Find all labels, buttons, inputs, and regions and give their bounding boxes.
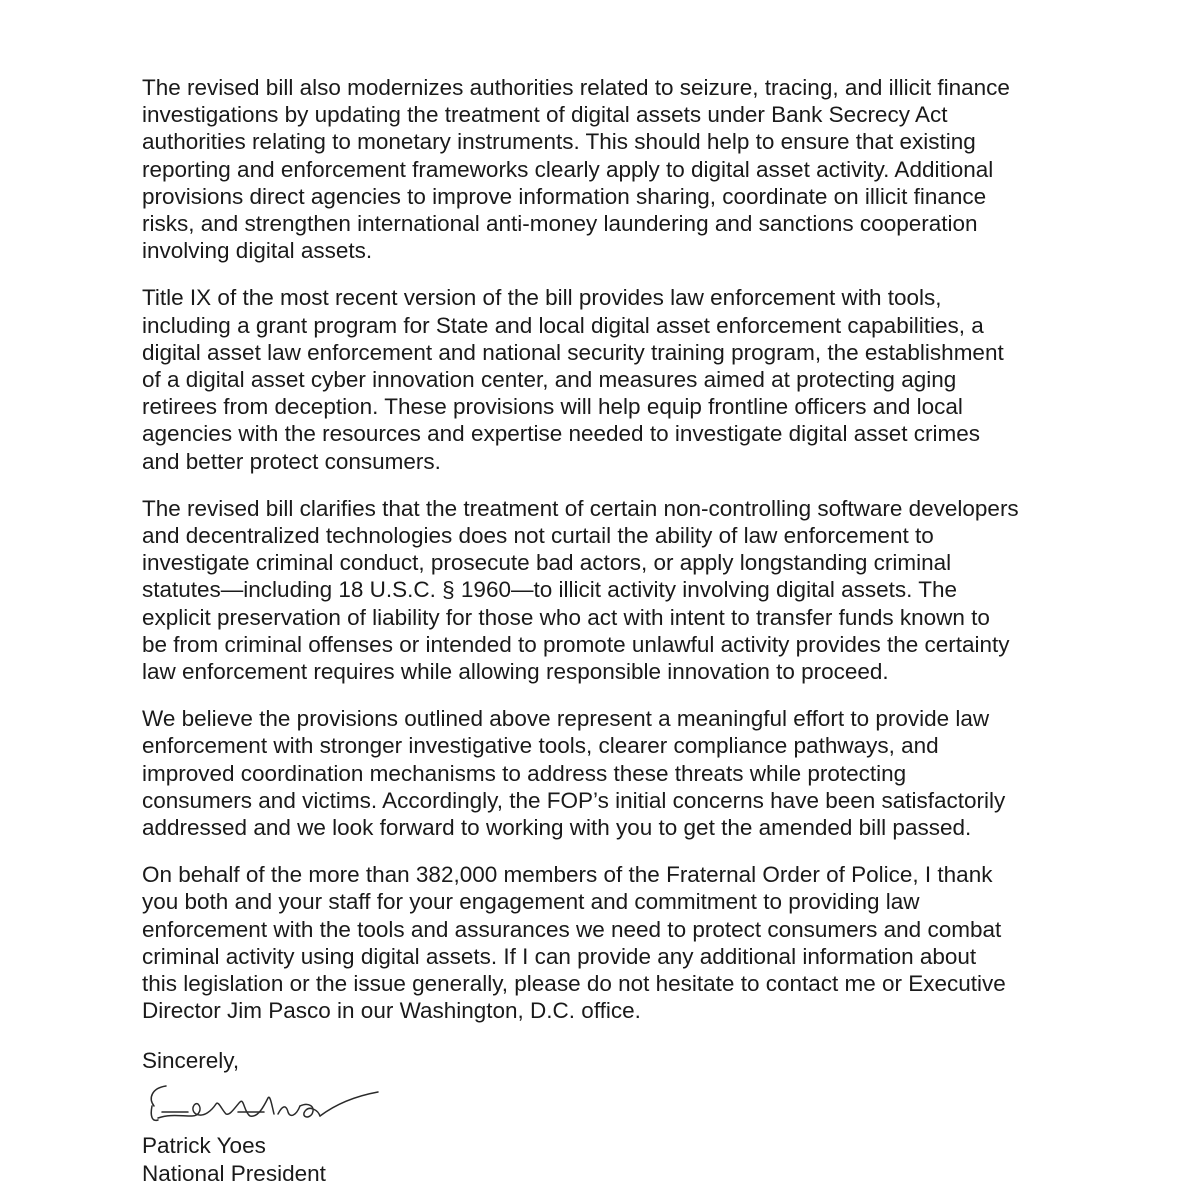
text-line: explicit preservation of liability for those who act with intent to transfer funds known to: [142, 604, 990, 630]
text-line: statutes—including 18 U.S.C. § 1960—to illicit activity involving digital assets. The: [142, 577, 957, 603]
text-line: provisions direct agencies to improve information sharing, coordinate on illicit finance: [142, 183, 987, 209]
text-line: investigations by updating the treatment of digital assets under Bank Secrecy Act: [142, 102, 948, 128]
text-line: involving digital assets.: [142, 238, 373, 264]
closing-salutation: Sincerely,: [142, 1048, 240, 1073]
text-line: digital asset law enforcement and national security training program, the establishment: [142, 339, 1004, 365]
signer-name: Patrick Yoes: [142, 1133, 266, 1158]
text-line: improved coordination mechanisms to address these threats while protecting: [142, 760, 907, 786]
text-line: of a digital asset cyber innovation center, and measures aimed at protecting aging: [142, 367, 957, 393]
text-line: The revised bill clarifies that the treatment of certain non-controlling software developers: [142, 495, 1019, 521]
text-line: Title IX of the most recent version of the bill provides law enforcement with tools,: [142, 285, 942, 311]
text-line: authorities relating to monetary instruments. This should help to ensure that existing: [142, 129, 976, 155]
text-line: consumers and victims. Accordingly, the FOP’s initial concerns have been satisfactorily: [142, 787, 1006, 813]
text-line: you both and your staff for your engagement and commitment to providing law: [142, 889, 920, 915]
text-line: investigate criminal conduct, prosecute bad actors, or apply longstanding criminal: [142, 550, 952, 576]
letter-body: [142, 74, 1152, 1045]
text-line: and decentralized technologies does not curtail the ability of law enforcement to: [142, 523, 934, 549]
text-line: risks, and strengthen international anti-money laundering and sanctions cooperation: [142, 211, 978, 237]
signature-icon: [140, 1076, 390, 1132]
text-line: The revised bill also modernizes authorities related to seizure, tracing, and illicit finance: [142, 75, 1010, 100]
paragraph-digital-assets-bsa: [142, 74, 1152, 264]
text-line: We believe the provisions outlined above represent a meaningful effort to provide law: [142, 706, 990, 732]
paragraph-thanks: [142, 861, 1152, 1024]
text-line: be from criminal offenses or intended to promote unlawful activity provides the certainty: [142, 631, 1010, 657]
text-line: addressed and we look forward to working with you to get the amended bill passed.: [142, 815, 972, 841]
signer-title: National President: [142, 1160, 326, 1186]
text-line: enforcement with stronger investigative tools, clearer compliance pathways, and: [142, 733, 939, 759]
text-line: On behalf of the more than 382,000 members of the Fraternal Order of Police, I thank: [142, 862, 993, 888]
text-line: retirees from deception. These provisions will help equip frontline officers and local: [142, 394, 963, 420]
signer-block: [142, 1132, 326, 1187]
text-line: law enforcement requires while allowing responsible innovation to proceed.: [142, 659, 889, 685]
text-line: criminal activity using digital assets. If I can provide any additional information about: [142, 943, 977, 969]
paragraph-software-developers: [142, 495, 1152, 685]
paragraph-provisions-summary: [142, 705, 1152, 841]
text-line: Director Jim Pasco in our Washington, D.C. office.: [142, 998, 641, 1024]
text-line: agencies with the resources and expertise needed to investigate digital asset crimes: [142, 421, 980, 447]
text-line: enforcement with the tools and assurances we need to protect consumers and combat: [142, 916, 1002, 942]
text-line: reporting and enforcement frameworks clearly apply to digital asset activity. Additional: [142, 156, 994, 182]
text-line: this legislation or the issue generally, please do not hesitate to contact me or Executive: [142, 971, 1006, 997]
text-line: and better protect consumers.: [142, 448, 441, 474]
text-line: including a grant program for State and local digital asset enforcement capabilities, a: [142, 312, 984, 338]
paragraph-title-ix: [142, 284, 1152, 474]
